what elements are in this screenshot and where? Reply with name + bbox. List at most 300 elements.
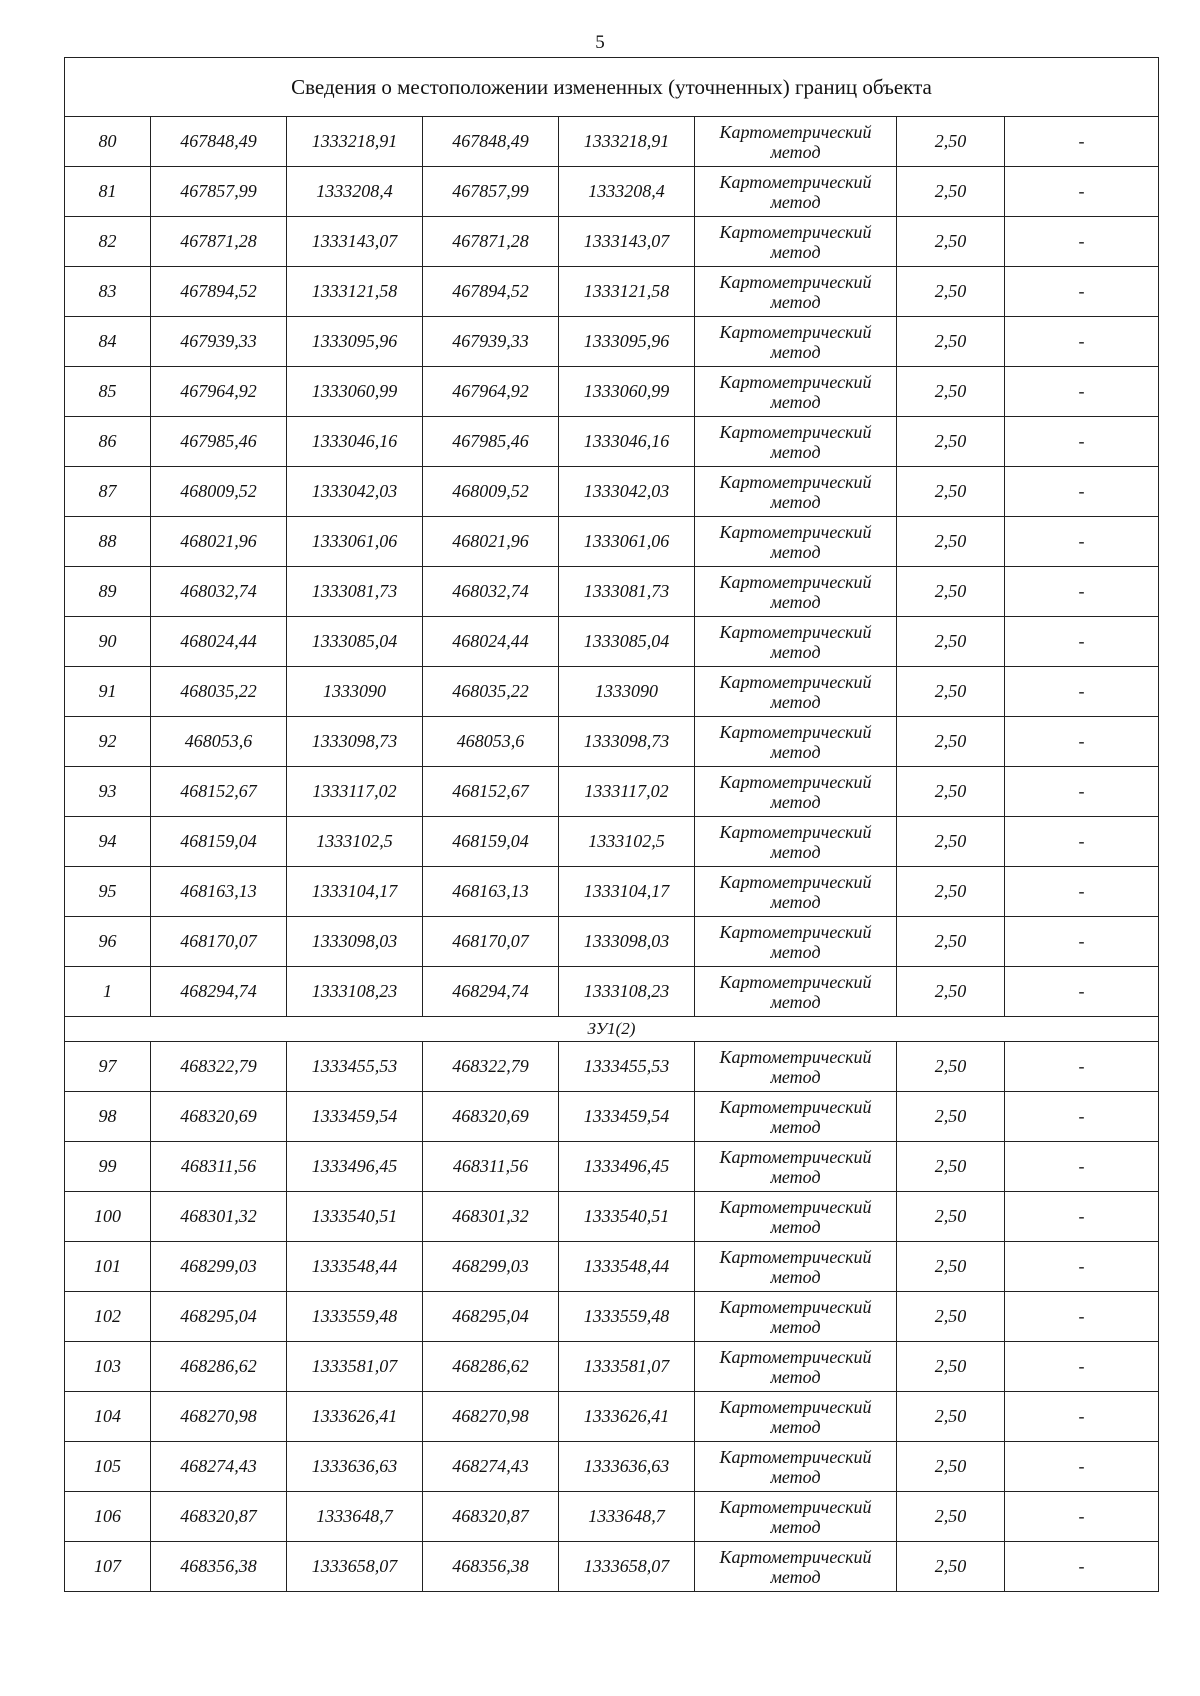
point-number-cell: 1 bbox=[65, 967, 151, 1017]
refined-y-cell: 1333085,04 bbox=[559, 617, 695, 667]
table-title-row bbox=[65, 58, 1159, 117]
method-line-2: метод bbox=[770, 1116, 821, 1137]
refined-x-cell: 467848,49 bbox=[423, 117, 559, 167]
accuracy-cell: 2,50 bbox=[897, 717, 1005, 767]
method-line-2: метод bbox=[770, 1466, 821, 1487]
table-row bbox=[65, 717, 1159, 767]
method-cell bbox=[695, 367, 897, 417]
method-cell bbox=[695, 1292, 897, 1342]
point-number-cell: 91 bbox=[65, 667, 151, 717]
refined-y-cell: 1333042,03 bbox=[559, 467, 695, 517]
note-cell: - bbox=[1005, 1392, 1159, 1442]
method-line-2: метод bbox=[770, 241, 821, 262]
refined-y-cell: 1333540,51 bbox=[559, 1192, 695, 1242]
table-row bbox=[65, 467, 1159, 517]
existing-y-cell: 1333095,96 bbox=[287, 317, 423, 367]
note-cell: - bbox=[1005, 1242, 1159, 1292]
table-title: Сведения о местоположении измененных (уточненных) границ объекта bbox=[65, 58, 1159, 117]
note-cell: - bbox=[1005, 517, 1159, 567]
refined-x-cell: 468021,96 bbox=[423, 517, 559, 567]
note-cell: - bbox=[1005, 867, 1159, 917]
method-line-1: Картометрический bbox=[719, 1096, 872, 1117]
table-row bbox=[65, 1042, 1159, 1092]
note-cell: - bbox=[1005, 717, 1159, 767]
method-line-2: метод bbox=[770, 641, 821, 662]
refined-x-cell: 468274,43 bbox=[423, 1442, 559, 1492]
refined-y-cell: 1333117,02 bbox=[559, 767, 695, 817]
point-number-cell: 96 bbox=[65, 917, 151, 967]
refined-y-cell: 1333218,91 bbox=[559, 117, 695, 167]
existing-y-cell: 1333459,54 bbox=[287, 1092, 423, 1142]
method-line-1: Картометрический bbox=[719, 971, 872, 992]
refined-x-cell: 467857,99 bbox=[423, 167, 559, 217]
refined-y-cell: 1333098,73 bbox=[559, 717, 695, 767]
existing-x-cell: 468032,74 bbox=[151, 567, 287, 617]
refined-x-cell: 468286,62 bbox=[423, 1342, 559, 1392]
table-row bbox=[65, 517, 1159, 567]
refined-x-cell: 468301,32 bbox=[423, 1192, 559, 1242]
refined-y-cell: 1333061,06 bbox=[559, 517, 695, 567]
refined-x-cell: 468163,13 bbox=[423, 867, 559, 917]
refined-y-cell: 1333143,07 bbox=[559, 217, 695, 267]
note-cell: - bbox=[1005, 617, 1159, 667]
accuracy-cell: 2,50 bbox=[897, 1442, 1005, 1492]
existing-x-cell: 468299,03 bbox=[151, 1242, 287, 1292]
existing-y-cell: 1333081,73 bbox=[287, 567, 423, 617]
point-number-cell: 84 bbox=[65, 317, 151, 367]
table-row bbox=[65, 217, 1159, 267]
accuracy-cell: 2,50 bbox=[897, 1342, 1005, 1392]
table-row bbox=[65, 1442, 1159, 1492]
existing-x-cell: 468159,04 bbox=[151, 817, 287, 867]
accuracy-cell: 2,50 bbox=[897, 217, 1005, 267]
accuracy-cell: 2,50 bbox=[897, 317, 1005, 367]
refined-y-cell: 1333104,17 bbox=[559, 867, 695, 917]
method-line-2: метод bbox=[770, 1516, 821, 1537]
note-cell: - bbox=[1005, 167, 1159, 217]
existing-y-cell: 1333636,63 bbox=[287, 1442, 423, 1492]
note-cell: - bbox=[1005, 317, 1159, 367]
table-row bbox=[65, 817, 1159, 867]
section-label: ЗУ1(2) bbox=[65, 1017, 1159, 1042]
refined-y-cell: 1333081,73 bbox=[559, 567, 695, 617]
table-row bbox=[65, 567, 1159, 617]
method-line-1: Картометрический bbox=[719, 1496, 872, 1517]
accuracy-cell: 2,50 bbox=[897, 917, 1005, 967]
existing-y-cell: 1333085,04 bbox=[287, 617, 423, 667]
table-row bbox=[65, 667, 1159, 717]
point-number-cell: 95 bbox=[65, 867, 151, 917]
existing-x-cell: 467985,46 bbox=[151, 417, 287, 467]
refined-y-cell: 1333626,41 bbox=[559, 1392, 695, 1442]
existing-x-cell: 468163,13 bbox=[151, 867, 287, 917]
point-number-cell: 101 bbox=[65, 1242, 151, 1292]
method-line-1: Картометрический bbox=[719, 221, 872, 242]
point-number-cell: 97 bbox=[65, 1042, 151, 1092]
existing-x-cell: 468009,52 bbox=[151, 467, 287, 517]
refined-x-cell: 467871,28 bbox=[423, 217, 559, 267]
existing-x-cell: 468295,04 bbox=[151, 1292, 287, 1342]
refined-y-cell: 1333098,03 bbox=[559, 917, 695, 967]
table-body bbox=[65, 58, 1159, 1592]
accuracy-cell: 2,50 bbox=[897, 617, 1005, 667]
method-cell bbox=[695, 1192, 897, 1242]
refined-x-cell: 468270,98 bbox=[423, 1392, 559, 1442]
existing-y-cell: 1333121,58 bbox=[287, 267, 423, 317]
method-cell bbox=[695, 417, 897, 467]
existing-y-cell: 1333455,53 bbox=[287, 1042, 423, 1092]
existing-y-cell: 1333496,45 bbox=[287, 1142, 423, 1192]
method-line-1: Картометрический bbox=[719, 1046, 872, 1067]
refined-x-cell: 468320,69 bbox=[423, 1092, 559, 1142]
existing-x-cell: 468322,79 bbox=[151, 1042, 287, 1092]
note-cell: - bbox=[1005, 917, 1159, 967]
existing-y-cell: 1333143,07 bbox=[287, 217, 423, 267]
method-line-1: Картометрический bbox=[719, 821, 872, 842]
note-cell: - bbox=[1005, 367, 1159, 417]
accuracy-cell: 2,50 bbox=[897, 517, 1005, 567]
note-cell: - bbox=[1005, 817, 1159, 867]
method-cell bbox=[695, 267, 897, 317]
accuracy-cell: 2,50 bbox=[897, 467, 1005, 517]
method-cell bbox=[695, 967, 897, 1017]
method-line-1: Картометрический bbox=[719, 721, 872, 742]
existing-x-cell: 468024,44 bbox=[151, 617, 287, 667]
refined-x-cell: 467894,52 bbox=[423, 267, 559, 317]
table-row bbox=[65, 967, 1159, 1017]
existing-y-cell: 1333626,41 bbox=[287, 1392, 423, 1442]
accuracy-cell: 2,50 bbox=[897, 867, 1005, 917]
existing-x-cell: 468301,32 bbox=[151, 1192, 287, 1242]
point-number-cell: 82 bbox=[65, 217, 151, 267]
accuracy-cell: 2,50 bbox=[897, 117, 1005, 167]
table-row bbox=[65, 1142, 1159, 1192]
refined-y-cell: 1333581,07 bbox=[559, 1342, 695, 1392]
point-number-cell: 100 bbox=[65, 1192, 151, 1242]
table-row bbox=[65, 767, 1159, 817]
method-line-1: Картометрический bbox=[719, 771, 872, 792]
refined-y-cell: 1333648,7 bbox=[559, 1492, 695, 1542]
existing-x-cell: 468294,74 bbox=[151, 967, 287, 1017]
method-line-1: Картометрический bbox=[719, 521, 872, 542]
existing-y-cell: 1333658,07 bbox=[287, 1542, 423, 1592]
method-line-1: Картометрический bbox=[719, 671, 872, 692]
accuracy-cell: 2,50 bbox=[897, 967, 1005, 1017]
note-cell: - bbox=[1005, 967, 1159, 1017]
existing-y-cell: 1333208,4 bbox=[287, 167, 423, 217]
refined-x-cell: 467939,33 bbox=[423, 317, 559, 367]
method-cell bbox=[695, 317, 897, 367]
method-line-1: Картометрический bbox=[719, 571, 872, 592]
accuracy-cell: 2,50 bbox=[897, 1192, 1005, 1242]
refined-y-cell: 1333459,54 bbox=[559, 1092, 695, 1142]
existing-y-cell: 1333581,07 bbox=[287, 1342, 423, 1392]
method-cell bbox=[695, 1392, 897, 1442]
point-number-cell: 89 bbox=[65, 567, 151, 617]
refined-x-cell: 467964,92 bbox=[423, 367, 559, 417]
existing-x-cell: 467848,49 bbox=[151, 117, 287, 167]
refined-y-cell: 1333121,58 bbox=[559, 267, 695, 317]
existing-x-cell: 468035,22 bbox=[151, 667, 287, 717]
existing-y-cell: 1333090 bbox=[287, 667, 423, 717]
note-cell: - bbox=[1005, 467, 1159, 517]
table-row bbox=[65, 1342, 1159, 1392]
accuracy-cell: 2,50 bbox=[897, 1142, 1005, 1192]
refined-x-cell: 468035,22 bbox=[423, 667, 559, 717]
accuracy-cell: 2,50 bbox=[897, 417, 1005, 467]
method-line-2: метод bbox=[770, 1166, 821, 1187]
point-number-cell: 102 bbox=[65, 1292, 151, 1342]
table-row bbox=[65, 1242, 1159, 1292]
refined-y-cell: 1333636,63 bbox=[559, 1442, 695, 1492]
point-number-cell: 92 bbox=[65, 717, 151, 767]
existing-y-cell: 1333042,03 bbox=[287, 467, 423, 517]
note-cell: - bbox=[1005, 1042, 1159, 1092]
note-cell: - bbox=[1005, 217, 1159, 267]
method-line-2: метод bbox=[770, 591, 821, 612]
point-number-cell: 88 bbox=[65, 517, 151, 567]
existing-y-cell: 1333104,17 bbox=[287, 867, 423, 917]
refined-x-cell: 468009,52 bbox=[423, 467, 559, 517]
accuracy-cell: 2,50 bbox=[897, 1392, 1005, 1442]
table-row bbox=[65, 367, 1159, 417]
method-line-2: метод bbox=[770, 1566, 821, 1587]
method-line-2: метод bbox=[770, 541, 821, 562]
method-line-2: метод bbox=[770, 491, 821, 512]
point-number-cell: 80 bbox=[65, 117, 151, 167]
table-row bbox=[65, 1392, 1159, 1442]
method-line-2: метод bbox=[770, 841, 821, 862]
accuracy-cell: 2,50 bbox=[897, 167, 1005, 217]
point-number-cell: 94 bbox=[65, 817, 151, 867]
refined-y-cell: 1333095,96 bbox=[559, 317, 695, 367]
point-number-cell: 90 bbox=[65, 617, 151, 667]
point-number-cell: 106 bbox=[65, 1492, 151, 1542]
existing-y-cell: 1333060,99 bbox=[287, 367, 423, 417]
method-line-2: метод bbox=[770, 1266, 821, 1287]
method-line-1: Картометрический bbox=[719, 621, 872, 642]
existing-x-cell: 468356,38 bbox=[151, 1542, 287, 1592]
existing-y-cell: 1333559,48 bbox=[287, 1292, 423, 1342]
method-line-1: Картометрический bbox=[719, 171, 872, 192]
table-row bbox=[65, 167, 1159, 217]
accuracy-cell: 2,50 bbox=[897, 667, 1005, 717]
method-line-1: Картометрический bbox=[719, 871, 872, 892]
table-row bbox=[65, 117, 1159, 167]
method-line-1: Картометрический bbox=[719, 121, 872, 142]
method-cell bbox=[695, 767, 897, 817]
method-line-2: метод bbox=[770, 891, 821, 912]
method-line-2: метод bbox=[770, 941, 821, 962]
existing-x-cell: 468152,67 bbox=[151, 767, 287, 817]
table-row bbox=[65, 1542, 1159, 1592]
note-cell: - bbox=[1005, 1192, 1159, 1242]
method-cell bbox=[695, 167, 897, 217]
existing-x-cell: 467894,52 bbox=[151, 267, 287, 317]
table-row bbox=[65, 917, 1159, 967]
method-line-1: Картометрический bbox=[719, 321, 872, 342]
existing-x-cell: 468053,6 bbox=[151, 717, 287, 767]
refined-x-cell: 468356,38 bbox=[423, 1542, 559, 1592]
method-line-1: Картометрический bbox=[719, 1146, 872, 1167]
method-cell bbox=[695, 1142, 897, 1192]
existing-y-cell: 1333117,02 bbox=[287, 767, 423, 817]
table-row bbox=[65, 1092, 1159, 1142]
point-number-cell: 105 bbox=[65, 1442, 151, 1492]
method-cell bbox=[695, 1242, 897, 1292]
point-number-cell: 81 bbox=[65, 167, 151, 217]
accuracy-cell: 2,50 bbox=[897, 367, 1005, 417]
method-line-2: метод bbox=[770, 1316, 821, 1337]
existing-y-cell: 1333102,5 bbox=[287, 817, 423, 867]
refined-y-cell: 1333455,53 bbox=[559, 1042, 695, 1092]
refined-x-cell: 468170,07 bbox=[423, 917, 559, 967]
table-row bbox=[65, 867, 1159, 917]
refined-y-cell: 1333658,07 bbox=[559, 1542, 695, 1592]
method-cell bbox=[695, 867, 897, 917]
method-line-2: метод bbox=[770, 741, 821, 762]
note-cell: - bbox=[1005, 667, 1159, 717]
method-line-2: метод bbox=[770, 141, 821, 162]
refined-y-cell: 1333548,44 bbox=[559, 1242, 695, 1292]
accuracy-cell: 2,50 bbox=[897, 767, 1005, 817]
method-cell bbox=[695, 567, 897, 617]
existing-x-cell: 468286,62 bbox=[151, 1342, 287, 1392]
method-line-2: метод bbox=[770, 341, 821, 362]
accuracy-cell: 2,50 bbox=[897, 1242, 1005, 1292]
existing-y-cell: 1333098,73 bbox=[287, 717, 423, 767]
existing-y-cell: 1333648,7 bbox=[287, 1492, 423, 1542]
point-number-cell: 93 bbox=[65, 767, 151, 817]
refined-x-cell: 468294,74 bbox=[423, 967, 559, 1017]
method-cell bbox=[695, 1542, 897, 1592]
method-line-2: метод bbox=[770, 291, 821, 312]
section-header-row bbox=[65, 1017, 1159, 1042]
existing-x-cell: 468320,87 bbox=[151, 1492, 287, 1542]
method-line-2: метод bbox=[770, 1216, 821, 1237]
note-cell: - bbox=[1005, 1142, 1159, 1192]
existing-x-cell: 468320,69 bbox=[151, 1092, 287, 1142]
method-cell bbox=[695, 667, 897, 717]
method-line-1: Картометрический bbox=[719, 371, 872, 392]
method-cell bbox=[695, 917, 897, 967]
refined-x-cell: 468299,03 bbox=[423, 1242, 559, 1292]
point-number-cell: 98 bbox=[65, 1092, 151, 1142]
existing-y-cell: 1333061,06 bbox=[287, 517, 423, 567]
note-cell: - bbox=[1005, 1442, 1159, 1492]
point-number-cell: 86 bbox=[65, 417, 151, 467]
method-line-1: Картометрический bbox=[719, 1396, 872, 1417]
method-cell bbox=[695, 467, 897, 517]
method-line-2: метод bbox=[770, 191, 821, 212]
method-cell bbox=[695, 1442, 897, 1492]
existing-y-cell: 1333046,16 bbox=[287, 417, 423, 467]
refined-x-cell: 468152,67 bbox=[423, 767, 559, 817]
method-line-1: Картометрический bbox=[719, 471, 872, 492]
method-line-1: Картометрический bbox=[719, 421, 872, 442]
point-number-cell: 107 bbox=[65, 1542, 151, 1592]
method-line-2: метод bbox=[770, 991, 821, 1012]
method-line-2: метод bbox=[770, 791, 821, 812]
refined-x-cell: 468295,04 bbox=[423, 1292, 559, 1342]
existing-x-cell: 468021,96 bbox=[151, 517, 287, 567]
table-row bbox=[65, 1492, 1159, 1542]
accuracy-cell: 2,50 bbox=[897, 1292, 1005, 1342]
existing-x-cell: 468170,07 bbox=[151, 917, 287, 967]
accuracy-cell: 2,50 bbox=[897, 267, 1005, 317]
refined-y-cell: 1333559,48 bbox=[559, 1292, 695, 1342]
accuracy-cell: 2,50 bbox=[897, 1542, 1005, 1592]
table-row bbox=[65, 417, 1159, 467]
accuracy-cell: 2,50 bbox=[897, 1492, 1005, 1542]
point-number-cell: 99 bbox=[65, 1142, 151, 1192]
note-cell: - bbox=[1005, 1342, 1159, 1392]
accuracy-cell: 2,50 bbox=[897, 817, 1005, 867]
refined-y-cell: 1333090 bbox=[559, 667, 695, 717]
note-cell: - bbox=[1005, 1542, 1159, 1592]
refined-y-cell: 1333060,99 bbox=[559, 367, 695, 417]
refined-y-cell: 1333102,5 bbox=[559, 817, 695, 867]
accuracy-cell: 2,50 bbox=[897, 1092, 1005, 1142]
note-cell: - bbox=[1005, 267, 1159, 317]
existing-x-cell: 468274,43 bbox=[151, 1442, 287, 1492]
method-cell bbox=[695, 817, 897, 867]
table-row bbox=[65, 1292, 1159, 1342]
note-cell: - bbox=[1005, 1292, 1159, 1342]
note-cell: - bbox=[1005, 417, 1159, 467]
note-cell: - bbox=[1005, 767, 1159, 817]
method-line-1: Картометрический bbox=[719, 1296, 872, 1317]
existing-x-cell: 467871,28 bbox=[151, 217, 287, 267]
note-cell: - bbox=[1005, 567, 1159, 617]
point-number-cell: 85 bbox=[65, 367, 151, 417]
refined-x-cell: 468159,04 bbox=[423, 817, 559, 867]
method-line-2: метод bbox=[770, 1066, 821, 1087]
method-line-2: метод bbox=[770, 1416, 821, 1437]
accuracy-cell: 2,50 bbox=[897, 567, 1005, 617]
refined-y-cell: 1333496,45 bbox=[559, 1142, 695, 1192]
method-cell bbox=[695, 717, 897, 767]
refined-x-cell: 467985,46 bbox=[423, 417, 559, 467]
method-line-2: метод bbox=[770, 1366, 821, 1387]
refined-x-cell: 468322,79 bbox=[423, 1042, 559, 1092]
existing-x-cell: 468270,98 bbox=[151, 1392, 287, 1442]
note-cell: - bbox=[1005, 1492, 1159, 1542]
refined-x-cell: 468024,44 bbox=[423, 617, 559, 667]
method-line-2: метод bbox=[770, 691, 821, 712]
existing-x-cell: 467964,92 bbox=[151, 367, 287, 417]
method-cell bbox=[695, 1092, 897, 1142]
method-cell bbox=[695, 617, 897, 667]
existing-x-cell: 467939,33 bbox=[151, 317, 287, 367]
refined-x-cell: 468032,74 bbox=[423, 567, 559, 617]
refined-x-cell: 468320,87 bbox=[423, 1492, 559, 1542]
existing-y-cell: 1333540,51 bbox=[287, 1192, 423, 1242]
point-number-cell: 83 bbox=[65, 267, 151, 317]
refined-y-cell: 1333208,4 bbox=[559, 167, 695, 217]
method-line-1: Картометрический bbox=[719, 1446, 872, 1467]
refined-y-cell: 1333046,16 bbox=[559, 417, 695, 467]
method-cell bbox=[695, 217, 897, 267]
method-line-2: метод bbox=[770, 391, 821, 412]
note-cell: - bbox=[1005, 1092, 1159, 1142]
method-cell bbox=[695, 117, 897, 167]
method-cell bbox=[695, 1042, 897, 1092]
method-cell bbox=[695, 1492, 897, 1542]
method-line-1: Картометрический bbox=[719, 1346, 872, 1367]
note-cell: - bbox=[1005, 117, 1159, 167]
method-line-1: Картометрический bbox=[719, 271, 872, 292]
